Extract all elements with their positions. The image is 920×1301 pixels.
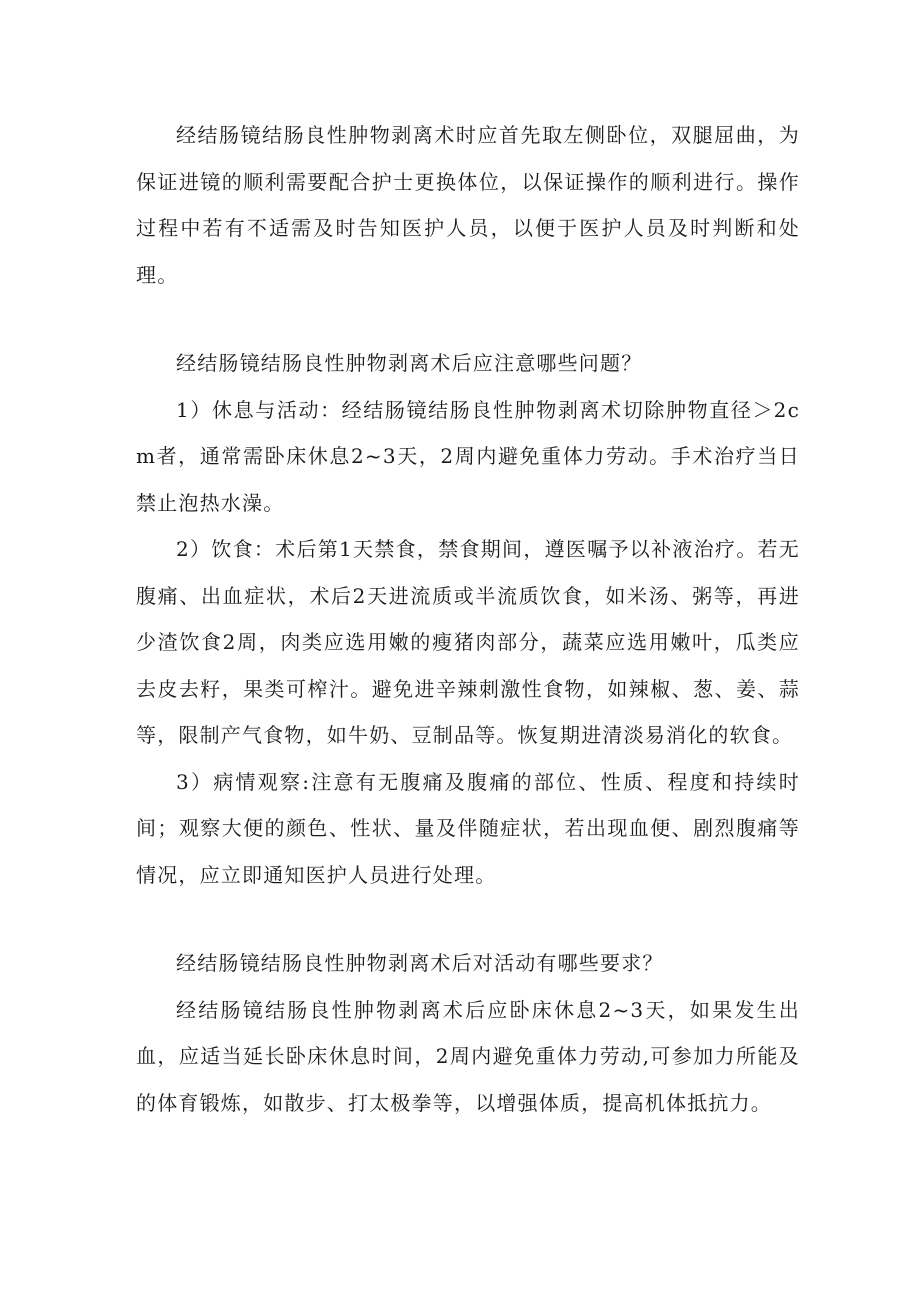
paragraph-activity-requirements: 经结肠镜结肠良性肿物剥离术后应卧床休息2~3天，如果发生出血，应适当延长卧床休息时间，2周内避免重体力劳动,可参加力所能及的体育锻炼，如散步、打太极拳等，以增强体质，提高机体抵抗力。 [136, 997, 800, 1115]
section-gap [136, 898, 800, 940]
paragraph-positioning: 经结肠镜结肠良性肿物剥离术时应首先取左侧卧位，双腿屈曲，为保证进镜的顺利需要配合护士更换体位，以保证操作的顺利进行。操作过程中若有不适需及时告知医护人员，以便于医护人员及时判断和处理。 [136, 123, 800, 287]
question-heading-postop-issues: 经结肠镜结肠良性肿物剥离术后应注意哪些问题？ [176, 351, 643, 375]
question-heading-activity-requirements: 经结肠镜结肠良性肿物剥离术后对活动有哪些要求？ [176, 951, 664, 975]
section-gap [136, 298, 800, 340]
paragraph-rest-and-activity: 1）休息与活动：经结肠镜结肠良性肿物剥离术切除肿物直径＞2cm者，通常需卧床休息2~3天，2周内避免重体力劳动。手术治疗当日禁止泡热水澡。 [136, 397, 800, 515]
paragraph-diet: 2）饮食：术后第1天禁食，禁食期间，遵医嘱予以补液治疗。若无腹痛、出血症状，术后2天进流质或半流质饮食，如米汤、粥等，再进少渣饮食2周，肉类应选用嫩的瘦猪肉部分，蔬菜应选用嫩叶，瓜类应去皮去籽，果类可榨汁。避免进辛辣刺激性食物，如辣椒、葱、姜、蒜等，限制产气食物，如牛奶、豆制品等。恢复期进清淡易消化的软食。 [136, 537, 800, 747]
document-page [136, 112, 800, 1126]
paragraph-observation: 3）病情观察:注意有无腹痛及腹痛的部位、性质、程度和持续时间；观察大便的颜色、性状、量及伴随症状，若出现血便、剧烈腹痛等情况，应立即通知医护人员进行处理。 [136, 769, 800, 887]
